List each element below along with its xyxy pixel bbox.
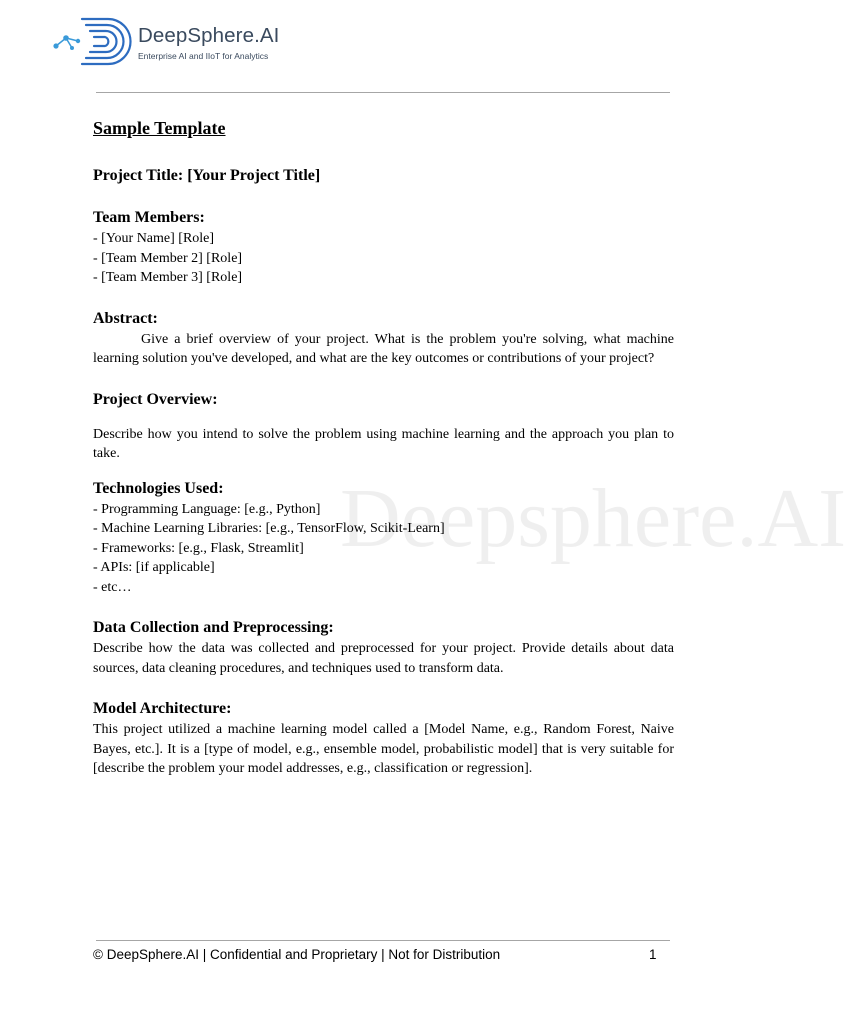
deepsphere-logo-icon [52, 14, 136, 70]
technologies-list [93, 500, 674, 598]
document-body [93, 116, 674, 779]
team-members-heading: Team Members: [93, 209, 205, 226]
footer-divider [96, 940, 670, 941]
model-architecture-paragraph: This project utilized a machine learning model called a [Model Name, e.g., Random Forest, Naive Bayes, etc.]. It is a [type of model, e.g., ensemble model, probabilistic model] that is very suitable for [describe the problem your model addresses, e.g., classification or regression]. [93, 722, 674, 776]
list-item: - [Team Member 3] [Role] [93, 270, 243, 285]
project-overview-paragraph: Describe how you intend to solve the problem using machine learning and the approach you plan to take. [93, 426, 674, 461]
brand-name: DeepSphere.AI [138, 24, 280, 47]
page-number: 1 [649, 947, 657, 962]
list-item: - etc… [93, 579, 132, 595]
list-item: - APIs: [if applicable] [93, 560, 215, 575]
list-item: - Programming Language: [e.g., Python] [93, 501, 321, 517]
list-item: - Machine Learning Libraries: [e.g., TensorFlow, Scikit-Learn] [93, 521, 445, 536]
model-architecture-heading: Model Architecture: [93, 700, 232, 717]
brand-tagline: Enterprise AI and IIoT for Analytics [138, 51, 269, 61]
list-item: - [Team Member 2] [Role] [93, 250, 243, 266]
technologies-heading: Technologies Used: [93, 479, 224, 497]
list-item: - Frameworks: [e.g., Flask, Streamlit] [93, 540, 304, 556]
data-collection-heading: Data Collection and Preprocessing: [93, 619, 334, 636]
project-overview-heading: Project Overview: [93, 390, 218, 408]
company-logo [52, 14, 292, 70]
list-item: - [Your Name] [Role] [93, 231, 215, 246]
abstract-paragraph: Give a brief overview of your project. What is the problem you're solving, what machine learning solution you've developed, and what are the key outcomes or contributions of your project? [93, 331, 674, 366]
header-divider [96, 92, 670, 93]
project-title-heading: Project Title: [Your Project Title] [93, 167, 321, 184]
document-title: Sample Template [93, 118, 226, 138]
abstract-heading: Abstract: [93, 309, 158, 327]
watermark: Deepsphere.AI [340, 472, 846, 565]
team-members-list [93, 229, 674, 288]
data-collection-paragraph: Describe how the data was collected and preprocessed for your project. Provide details about data sources, data cleaning procedures, and techniques used to transform data. [93, 641, 674, 676]
footer-confidentiality-notice: © DeepSphere.AI | Confidential and Proprietary | Not for Distribution [93, 947, 501, 962]
